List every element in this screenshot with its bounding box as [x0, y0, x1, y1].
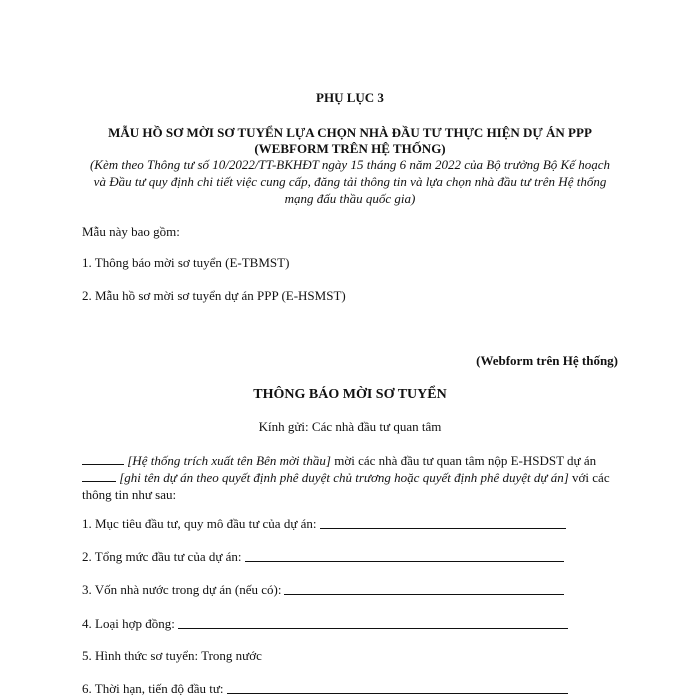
- fill-line: [284, 582, 564, 595]
- intro-note-project: [ghi tên dự án theo quyết định phê duyệt chủ trương hoặc quyết định phê duyệt dự án]: [119, 470, 569, 485]
- field-label: 1. Mục tiêu đầu tư, quy mô đầu tư của dự án:: [82, 516, 317, 531]
- field-state-capital: [82, 582, 564, 598]
- field-label: 3. Vốn nhà nước trong dự án (nếu có):: [82, 582, 282, 597]
- include-item-e-hsmst: 2. Mẫu hồ sơ mời sơ tuyển dự án PPP (E-HSMST): [82, 288, 346, 303]
- fill-line: [178, 616, 568, 629]
- include-item-e-tbmst: 1. Thông báo mời sơ tuyển (E-TBMST): [82, 255, 290, 270]
- field-label: 2. Tổng mức đầu tư của dự án:: [82, 549, 242, 564]
- notice-title: THÔNG BÁO MỜI SƠ TUYỂN: [253, 387, 447, 402]
- appendix-title: PHỤ LỤC 3: [316, 90, 384, 105]
- webform-note: (Webform trên Hệ thống): [476, 353, 618, 368]
- form-subtitle: (WEBFORM TRÊN HỆ THỐNG): [254, 141, 446, 156]
- field-investment-timeline: [82, 681, 568, 697]
- fill-line: [320, 516, 566, 529]
- field-investment-goal: [82, 516, 566, 532]
- intro-note-inviter: [Hệ thống trích xuất tên Bên mời thầu]: [127, 453, 331, 468]
- intro-text: mời các nhà đầu tư quan tâm nộp E-HSDST dự án: [330, 453, 597, 468]
- fill-line: [227, 681, 569, 694]
- salutation: Kính gửi: Các nhà đầu tư quan tâm: [258, 419, 442, 434]
- fill-line: [245, 549, 564, 562]
- field-label: 6. Thời hạn, tiến độ đầu tư:: [82, 681, 224, 696]
- field-contract-type: [82, 616, 568, 632]
- intro-text-end: với các thông tin như sau:: [82, 470, 610, 502]
- blank-line: [82, 453, 124, 465]
- includes-label: Mẫu này bao gồm:: [82, 224, 180, 239]
- attachment-note: (Kèm theo Thông tư số 10/2022/TT-BKHĐT ngày 15 tháng 6 năm 2022 của Bộ trưởng Bộ Kế hoạch và Đầu tư quy định chi tiết việc cung cấp, đăng tải thông tin và lựa chọn nhà đầu tư trên Hệ thống mạng đấu thầu quốc gia): [89, 157, 611, 206]
- intro-paragraph: [82, 452, 622, 503]
- form-title: MẪU HỒ SƠ MỜI SƠ TUYỂN LỰA CHỌN NHÀ ĐẦU TƯ THỰC HIỆN DỰ ÁN PPP: [108, 125, 592, 140]
- blank-line: [82, 470, 116, 482]
- field-label: 4. Loại hợp đồng:: [82, 616, 175, 631]
- field-prequalification-form: [82, 648, 572, 664]
- field-total-investment: [82, 549, 564, 565]
- field-label: 5. Hình thức sơ tuyển: Trong nước: [82, 648, 262, 663]
